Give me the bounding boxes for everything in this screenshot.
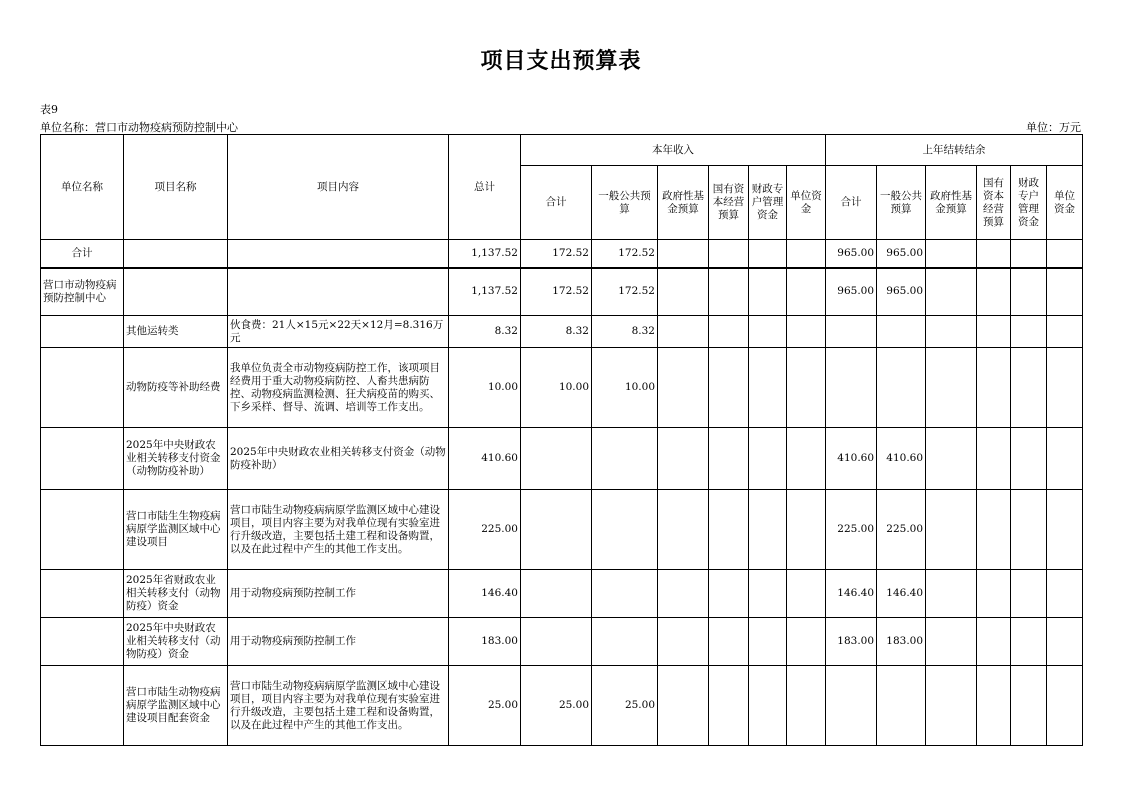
cell-unit-name: 营口市动物疫病预防控制中心 bbox=[41, 268, 124, 316]
cell-ly-unit-fund bbox=[1047, 240, 1083, 268]
cell-project-name: 2025年中央财政农业相关转移支付（动物防疫）资金 bbox=[124, 618, 228, 666]
header-project-content: 项目内容 bbox=[228, 135, 449, 240]
cell-ly-general-public: 965.00 bbox=[877, 268, 926, 316]
cell-ly-fiscal-special bbox=[1011, 490, 1047, 570]
cell-ty-state-capital bbox=[709, 316, 749, 348]
cell-ty-gov-fund bbox=[658, 618, 709, 666]
cell-ly-gov-fund bbox=[926, 316, 977, 348]
cell-ty-fiscal-special bbox=[749, 240, 787, 268]
cell-ty-gov-fund bbox=[658, 316, 709, 348]
cell-ty-unit-fund bbox=[787, 428, 826, 490]
cell-ty-general-public: 172.52 bbox=[592, 268, 658, 316]
cell-ty-unit-fund bbox=[787, 666, 826, 746]
cell-ty-general-public: 8.32 bbox=[592, 316, 658, 348]
cell-ly-gov-fund bbox=[926, 666, 977, 746]
cell-ly-general-public bbox=[877, 316, 926, 348]
cell-ty-gov-fund bbox=[658, 240, 709, 268]
cell-ty-subtotal bbox=[521, 428, 592, 490]
cell-ty-gov-fund bbox=[658, 348, 709, 428]
table-row bbox=[41, 570, 1083, 618]
cell-ty-gov-fund bbox=[658, 666, 709, 746]
cell-ty-fiscal-special bbox=[749, 666, 787, 746]
table-number: 表9 bbox=[40, 103, 58, 116]
cell-ty-subtotal: 8.32 bbox=[521, 316, 592, 348]
cell-ty-state-capital bbox=[709, 618, 749, 666]
cell-ty-unit-fund bbox=[787, 348, 826, 428]
header-ty-fiscal-special: 财政专户管理资金 bbox=[749, 166, 787, 240]
cell-ty-general-public: 172.52 bbox=[592, 240, 658, 268]
cell-ty-state-capital bbox=[709, 268, 749, 316]
cell-project-name: 营口市陆生生物疫病病原学监测区域中心建设项目 bbox=[124, 490, 228, 570]
cell-ly-unit-fund bbox=[1047, 316, 1083, 348]
cell-ty-unit-fund bbox=[787, 316, 826, 348]
cell-project-content: 2025年中央财政农业相关转移支付资金（动物防疫补助） bbox=[228, 428, 449, 490]
cell-ly-state-capital bbox=[977, 618, 1011, 666]
cell-unit-name bbox=[41, 428, 124, 490]
cell-ly-gov-fund bbox=[926, 618, 977, 666]
cell-project-name bbox=[124, 240, 228, 268]
cell-project-content bbox=[228, 240, 449, 268]
cell-ly-unit-fund bbox=[1047, 618, 1083, 666]
table-body bbox=[41, 240, 1083, 746]
cell-ly-unit-fund bbox=[1047, 490, 1083, 570]
cell-project-name: 动物防疫等补助经费 bbox=[124, 348, 228, 428]
header-ty-general-public: 一般公共预算 bbox=[592, 166, 658, 240]
header-ty-gov-fund: 政府性基金预算 bbox=[658, 166, 709, 240]
table-row bbox=[41, 240, 1083, 268]
cell-unit-name bbox=[41, 618, 124, 666]
cell-total: 225.00 bbox=[449, 490, 521, 570]
cell-ly-gov-fund bbox=[926, 570, 977, 618]
cell-project-content: 用于动物疫病预防控制工作 bbox=[228, 570, 449, 618]
currency-unit-label: 单位：万元 bbox=[1026, 121, 1081, 134]
cell-ly-state-capital bbox=[977, 570, 1011, 618]
cell-ly-unit-fund bbox=[1047, 570, 1083, 618]
cell-project-name: 2025年省财政农业相关转移支付（动物防疫）资金 bbox=[124, 570, 228, 618]
cell-project-content: 用于动物疫病预防控制工作 bbox=[228, 618, 449, 666]
cell-unit-name: 合计 bbox=[41, 240, 124, 268]
cell-ly-state-capital bbox=[977, 316, 1011, 348]
cell-ly-state-capital bbox=[977, 490, 1011, 570]
cell-project-content: 营口市陆生动物疫病病原学监测区域中心建设项目，项目内容主要为对我单位现有实验室进行升级改造，主要包括土建工程和设备购置，以及在此过程中产生的其他工作支出。 bbox=[228, 490, 449, 570]
cell-ly-gov-fund bbox=[926, 490, 977, 570]
cell-ty-subtotal bbox=[521, 570, 592, 618]
cell-ty-state-capital bbox=[709, 428, 749, 490]
cell-project-content: 我单位负责全市动物疫病防控工作，该项项目经费用于重大动物疫病防控、人畜共患病防控、动物疫病监测检测、狂犬病疫苗的购买、下乡采样、督导、流调、培训等工作支出。 bbox=[228, 348, 449, 428]
cell-ty-fiscal-special bbox=[749, 316, 787, 348]
cell-total: 25.00 bbox=[449, 666, 521, 746]
cell-ty-subtotal: 10.00 bbox=[521, 348, 592, 428]
cell-ly-subtotal: 965.00 bbox=[826, 268, 877, 316]
cell-ty-general-public bbox=[592, 490, 658, 570]
cell-ly-gov-fund bbox=[926, 348, 977, 428]
cell-unit-name bbox=[41, 666, 124, 746]
header-ty-state-capital: 国有资本经营预算 bbox=[709, 166, 749, 240]
cell-ty-unit-fund bbox=[787, 570, 826, 618]
table-row bbox=[41, 490, 1083, 570]
cell-total: 10.00 bbox=[449, 348, 521, 428]
cell-ty-gov-fund bbox=[658, 268, 709, 316]
table-row bbox=[41, 618, 1083, 666]
cell-ty-gov-fund bbox=[658, 570, 709, 618]
cell-unit-name bbox=[41, 348, 124, 428]
cell-ty-state-capital bbox=[709, 666, 749, 746]
cell-ly-subtotal: 225.00 bbox=[826, 490, 877, 570]
table-row bbox=[41, 428, 1083, 490]
cell-total: 183.00 bbox=[449, 618, 521, 666]
cell-ly-general-public: 965.00 bbox=[877, 240, 926, 268]
cell-total: 8.32 bbox=[449, 316, 521, 348]
cell-project-content: 营口市陆生动物疫病病原学监测区域中心建设项目，项目内容主要为对我单位现有实验室进行升级改造，主要包括土建工程和设备购置，以及在此过程中产生的其他工作支出。 bbox=[228, 666, 449, 746]
cell-ly-general-public: 183.00 bbox=[877, 618, 926, 666]
cell-total: 1,137.52 bbox=[449, 240, 521, 268]
header-ly-general-public: 一般公共预算 bbox=[877, 166, 926, 240]
header-ly-gov-fund: 政府性基金预算 bbox=[926, 166, 977, 240]
cell-ty-fiscal-special bbox=[749, 428, 787, 490]
cell-ty-state-capital bbox=[709, 348, 749, 428]
cell-ly-state-capital bbox=[977, 666, 1011, 746]
cell-ly-subtotal bbox=[826, 316, 877, 348]
cell-ly-state-capital bbox=[977, 348, 1011, 428]
header-ly-unit-fund: 单位资金 bbox=[1047, 166, 1083, 240]
cell-ty-gov-fund bbox=[658, 428, 709, 490]
header-ly-state-capital: 国有资本经营预算 bbox=[977, 166, 1011, 240]
cell-ty-unit-fund bbox=[787, 268, 826, 316]
cell-project-content bbox=[228, 268, 449, 316]
table-row bbox=[41, 316, 1083, 348]
cell-ty-fiscal-special bbox=[749, 490, 787, 570]
cell-ly-subtotal: 146.40 bbox=[826, 570, 877, 618]
cell-project-name bbox=[124, 268, 228, 316]
cell-ly-fiscal-special bbox=[1011, 348, 1047, 428]
header-total: 总计 bbox=[449, 135, 521, 240]
cell-ly-state-capital bbox=[977, 428, 1011, 490]
cell-ly-fiscal-special bbox=[1011, 240, 1047, 268]
cell-ly-unit-fund bbox=[1047, 428, 1083, 490]
cell-ly-fiscal-special bbox=[1011, 666, 1047, 746]
cell-ly-fiscal-special bbox=[1011, 570, 1047, 618]
header-ly-fiscal-special: 财政专户管理资金 bbox=[1011, 166, 1047, 240]
cell-ty-gov-fund bbox=[658, 490, 709, 570]
cell-ty-subtotal: 25.00 bbox=[521, 666, 592, 746]
cell-ty-unit-fund bbox=[787, 490, 826, 570]
cell-ly-general-public bbox=[877, 348, 926, 428]
cell-ly-general-public: 225.00 bbox=[877, 490, 926, 570]
cell-ly-general-public: 410.60 bbox=[877, 428, 926, 490]
cell-ty-state-capital bbox=[709, 570, 749, 618]
cell-ty-general-public bbox=[592, 428, 658, 490]
cell-project-name: 2025年中央财政农业相关转移支付资金（动物防疫补助） bbox=[124, 428, 228, 490]
cell-ly-unit-fund bbox=[1047, 268, 1083, 316]
cell-ty-state-capital bbox=[709, 490, 749, 570]
cell-ty-general-public: 10.00 bbox=[592, 348, 658, 428]
cell-ly-subtotal bbox=[826, 348, 877, 428]
cell-ty-general-public bbox=[592, 570, 658, 618]
cell-total: 1,137.52 bbox=[449, 268, 521, 316]
cell-project-content: 伙食费：21人×15元×22天×12月=8.316万元 bbox=[228, 316, 449, 348]
cell-ly-subtotal: 965.00 bbox=[826, 240, 877, 268]
cell-ty-subtotal: 172.52 bbox=[521, 268, 592, 316]
cell-total: 146.40 bbox=[449, 570, 521, 618]
cell-ly-subtotal bbox=[826, 666, 877, 746]
table-row bbox=[41, 666, 1083, 746]
cell-ty-state-capital bbox=[709, 240, 749, 268]
header-ty-unit-fund: 单位资金 bbox=[787, 166, 826, 240]
cell-ty-general-public bbox=[592, 618, 658, 666]
cell-ty-subtotal bbox=[521, 618, 592, 666]
cell-ly-state-capital bbox=[977, 268, 1011, 316]
cell-ly-fiscal-special bbox=[1011, 618, 1047, 666]
cell-ty-subtotal: 172.52 bbox=[521, 240, 592, 268]
cell-ly-gov-fund bbox=[926, 240, 977, 268]
cell-ly-fiscal-special bbox=[1011, 316, 1047, 348]
cell-ty-fiscal-special bbox=[749, 348, 787, 428]
budget-table bbox=[40, 134, 1083, 746]
cell-ty-unit-fund bbox=[787, 618, 826, 666]
cell-ly-state-capital bbox=[977, 240, 1011, 268]
cell-project-name: 营口市陆生动物疫病病原学监测区域中心建设项目配套资金 bbox=[124, 666, 228, 746]
cell-project-name: 其他运转类 bbox=[124, 316, 228, 348]
cell-ly-fiscal-special bbox=[1011, 428, 1047, 490]
header-project-name: 项目名称 bbox=[124, 135, 228, 240]
table-row bbox=[41, 348, 1083, 428]
cell-ly-general-public: 146.40 bbox=[877, 570, 926, 618]
cell-unit-name bbox=[41, 316, 124, 348]
table-row bbox=[41, 268, 1083, 316]
header-last-year-carryover: 上年结转结余 bbox=[826, 135, 1083, 166]
header-this-year-income: 本年收入 bbox=[521, 135, 826, 166]
cell-ty-general-public: 25.00 bbox=[592, 666, 658, 746]
cell-ty-unit-fund bbox=[787, 240, 826, 268]
header-ty-subtotal: 合计 bbox=[521, 166, 592, 240]
cell-ly-subtotal: 410.60 bbox=[826, 428, 877, 490]
cell-ty-fiscal-special bbox=[749, 618, 787, 666]
cell-ty-fiscal-special bbox=[749, 570, 787, 618]
cell-ly-general-public bbox=[877, 666, 926, 746]
cell-unit-name bbox=[41, 490, 124, 570]
cell-total: 410.60 bbox=[449, 428, 521, 490]
cell-ly-unit-fund bbox=[1047, 666, 1083, 746]
cell-ly-subtotal: 183.00 bbox=[826, 618, 877, 666]
unit-name-label: 单位名称：营口市动物疫病预防控制中心 bbox=[40, 121, 238, 134]
cell-unit-name bbox=[41, 570, 124, 618]
cell-ly-unit-fund bbox=[1047, 348, 1083, 428]
header-unit-name: 单位名称 bbox=[41, 135, 124, 240]
header-ly-subtotal: 合计 bbox=[826, 166, 877, 240]
page-title: 项目支出预算表 bbox=[480, 49, 642, 74]
cell-ly-gov-fund bbox=[926, 428, 977, 490]
cell-ly-fiscal-special bbox=[1011, 268, 1047, 316]
cell-ty-subtotal bbox=[521, 490, 592, 570]
cell-ty-fiscal-special bbox=[749, 268, 787, 316]
cell-ly-gov-fund bbox=[926, 268, 977, 316]
